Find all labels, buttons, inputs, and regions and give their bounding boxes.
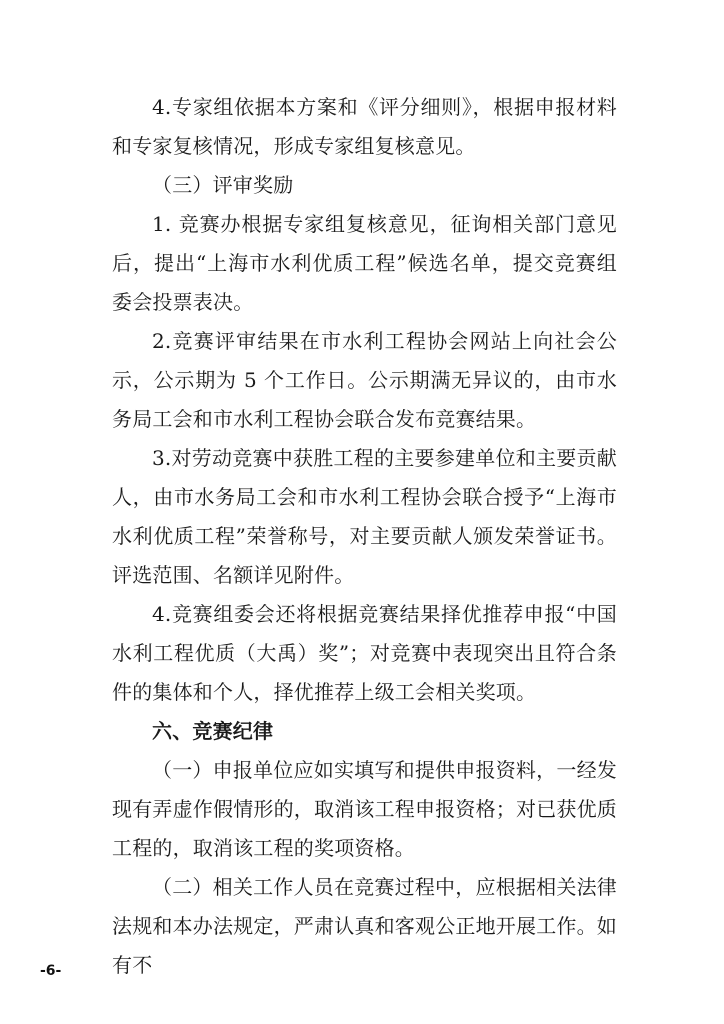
paragraph-public-notice: 2.竞赛评审结果在市水利工程协会网站上向社会公示，公示期为 5 个工作日。公示期满无异议的，由市水务局工会和市水利工程协会联合发布竞赛结果。 [112, 329, 617, 431]
paragraph-recommendation: 4.竞赛组委会还将根据竞赛结果择优推荐申报“中国水利工程优质（大禹）奖”；对竞赛中表现突出且符合条件的集体和个人，择优推荐上级工会相关奖项。 [112, 602, 617, 704]
body-text [112, 88, 617, 985]
paragraph-candidate-list: 1. 竞赛办根据专家组复核意见，征询相关部门意见后，提出“上海市水利优质工程”候选名单，提交竞赛组委会投票表决。 [112, 212, 617, 314]
page-number: -6- [40, 963, 62, 979]
section-heading-competition-discipline: 六、竞赛纪律 [152, 719, 274, 743]
paragraph-honor-title: 3.对劳动竞赛中获胜工程的主要参建单位和主要贡献人，由市水务局工会和市水利工程协会联合授予“上海市水利优质工程”荣誉称号，对主要贡献人颁发荣誉证书。评选范围、名额详见附件。 [112, 446, 617, 587]
subheading-review-awards: （三）评审奖励 [152, 173, 294, 197]
paragraph-truthful-application: （一）申报单位应如实填写和提供申报资料，一经发现有弄虚作假情形的，取消该工程申报资格；对已获优质工程的，取消该工程的奖项资格。 [112, 758, 617, 860]
paragraph-expert-review-opinion: 4.专家组依据本方案和《评分细则》，根据申报材料和专家复核情况，形成专家组复核意见。 [112, 95, 617, 158]
paragraph-staff-conduct: （二）相关工作人员在竞赛过程中，应根据相关法律法规和本办法规定，严肃认真和客观公正地开展工作。如有不 [112, 875, 617, 977]
